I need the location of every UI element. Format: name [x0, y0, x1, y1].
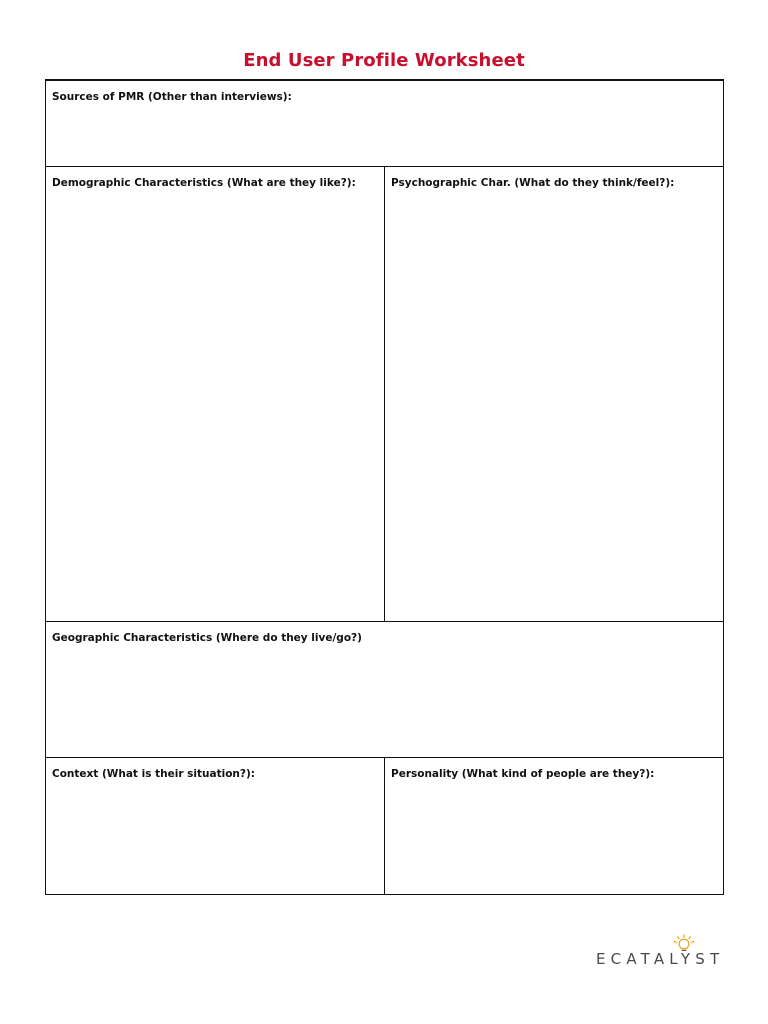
personality-label: Personality (What kind of people are they?):	[391, 768, 655, 780]
psychographic-cell[interactable]	[385, 167, 723, 622]
context-label: Context (What is their situation?):	[52, 768, 255, 780]
divider-line	[384, 167, 385, 622]
geographic-label: Geographic Characteristics (Where do they live/go?)	[52, 632, 362, 644]
geographic-cell[interactable]	[46, 622, 723, 758]
logo-text: ECATALYST	[596, 950, 725, 968]
worksheet-table	[45, 79, 724, 895]
divider-line	[384, 758, 385, 895]
demographic-cell[interactable]	[46, 167, 385, 622]
sources-label: Sources of PMR (Other than interviews):	[52, 91, 292, 103]
page-title: End User Profile Worksheet	[243, 50, 525, 71]
ecatalyst-logo	[596, 934, 725, 968]
sources-cell[interactable]	[46, 81, 723, 167]
personality-cell[interactable]	[385, 758, 723, 895]
psychographic-label: Psychographic Char. (What do they think/feel?):	[391, 177, 675, 189]
context-cell[interactable]	[46, 758, 385, 895]
demographic-label: Demographic Characteristics (What are they like?):	[52, 177, 356, 189]
